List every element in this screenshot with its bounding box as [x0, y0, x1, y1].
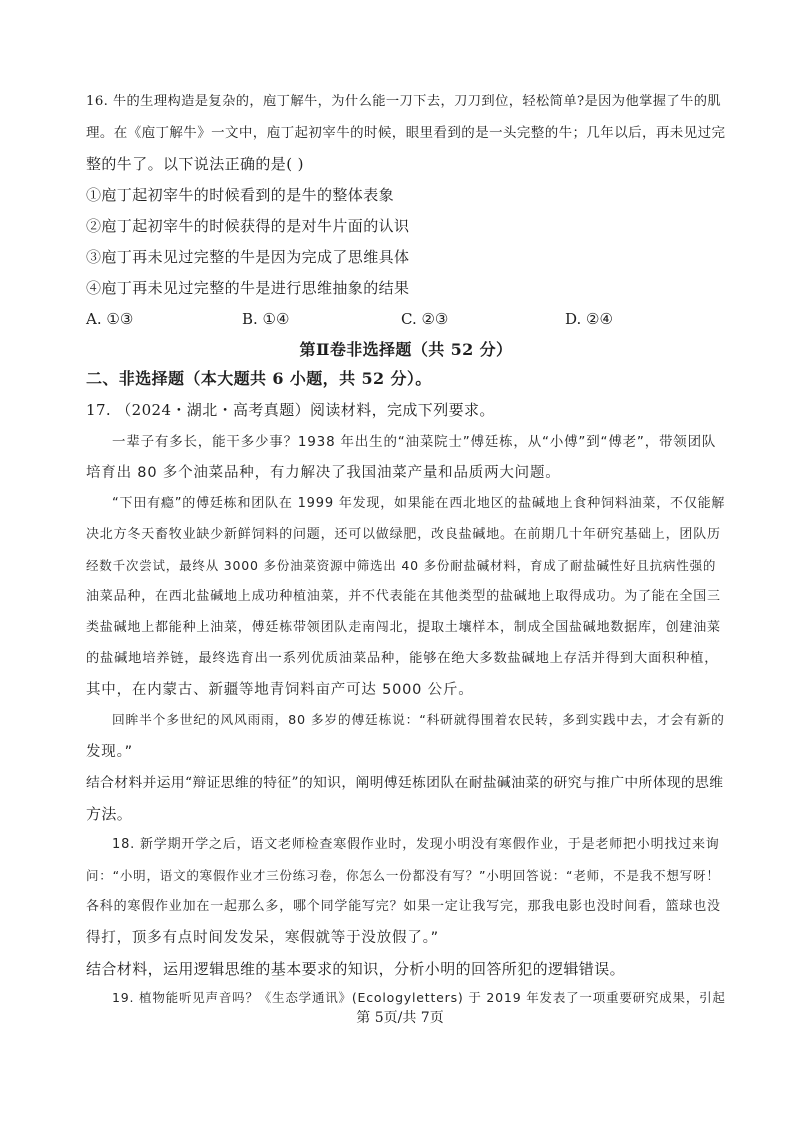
q16-statement-2: ②庖丁起初宰牛的时候获得的是对牛片面的认识: [86, 217, 410, 235]
q16-statement-3: ③庖丁再未见过完整的牛是因为完成了思维具体: [86, 248, 410, 266]
q19-line-1: 19. 植物能听见声音吗？《生态学通讯》(Ecologyletters) 于 2019 年发表了一项重要研究成果，引起: [112, 990, 726, 1005]
page-footer: 第 5页/共 7页: [356, 1010, 444, 1026]
q18-para-line-1: 18. 新学期开学之后，语文老师检查寒假作业时，发现小明没有寒假作业，于是老师把小明找过来询: [112, 837, 720, 852]
q18-task: 结合材料，运用逻辑思维的基本要求的知识，分析小明的回答所犯的逻辑错误。: [86, 960, 626, 978]
q16-option-b: B. ①④: [242, 310, 290, 328]
q16-statement-1: ①庖丁起初宰牛的时候看到的是牛的整体表象: [86, 186, 395, 204]
q16-line-2: 理。在《庖丁解牛》一文中，庖丁起初宰牛的时候，眼里看到的是一头完整的牛；几年以后，再未见过完: [86, 125, 726, 141]
q17-para2-line-1: “下田有瘾”的傅廷栋和团队在 1999 年发现，如果能在西北地区的盐碱地上食种饲料油菜，不仅能解: [112, 496, 726, 511]
q17-task-line-2: 方法。: [86, 805, 133, 823]
section2-heading: 二、非选择题（本大题共 6 小题，共 52 分）。: [86, 369, 432, 388]
q17-para2-line-7: 其中，在内蒙古、新疆等地青饲料亩产可达 5000 公斤。: [86, 682, 474, 698]
q17-para3-line-2: 发现。”: [86, 744, 133, 760]
q17-para1-line-1: 一辈子有多长，能干多少事？1938 年出生的“油菜院士”傅廷栋，从“小傅”到“傅老”，带领团队: [112, 434, 717, 450]
q18-para-line-2: 问：“小明，语文的寒假作业才三份练习卷，你怎么一份都没有写？”小明回答说：“老师，不是我不想写呀！: [86, 868, 720, 883]
q17-para2-line-4: 油菜品种，在西北盐碱地上成功种植油菜，并不代表能在其他类型的盐碱地上取得成功。为了能在全国三: [86, 589, 721, 604]
q16-option-c: C. ②③: [401, 310, 449, 328]
q18-para-line-3: 各科的寒假作业加在一起那么多，哪个同学能写完？如果一定让我写完，那我电影也没时间看，篮球也没: [86, 899, 721, 914]
q17-para2-line-3: 经数千次尝试，最终从 3000 多份油菜资源中筛选出 40 多份耐盐碱材料，育成了耐盐碱性好且抗病性强的: [86, 558, 717, 573]
q17-para2-line-2: 决北方冬天畜牧业缺少新鲜饲料的问题，还可以做绿肥，改良盐碱地。在前期几十年研究基础上，团队历: [86, 527, 721, 542]
q16-line-1: 16. 牛的生理构造是复杂的，庖丁解牛，为什么能一刀下去，刀刀到位，轻松简单?是因为他掌握了牛的肌: [86, 94, 721, 109]
q17-para3-line-1: 回眸半个多世纪的风风雨雨，80 多岁的傅廷栋说：“科研就得围着农民转，多到实践中去，才会有新的: [112, 713, 725, 728]
q16-option-d: D. ②④: [565, 310, 613, 328]
q17-para2-line-5: 类盐碱地上都能种上油菜，傅廷栋带领团队走南闯北，提取土壤样本，制成全国盐碱地数据库，创建油菜: [86, 620, 721, 635]
part2-title: 第Ⅱ卷非选择题（共 52 分）: [299, 340, 513, 359]
q17-header: 17. （2024・湖北・高考真题）阅读材料，完成下列要求。: [86, 401, 495, 419]
q16-option-a: A. ①③: [86, 310, 134, 328]
q17-para2-line-6: 的盐碱地培养链，最终选育出一系列优质油菜品种，能够在绝大多数盐碱地上存活并得到大面积种植，: [86, 651, 719, 666]
q17-para1-line-2: 培育出 80 多个油菜品种，有力解决了我国油菜产量和品质两大问题。: [86, 465, 561, 481]
q17-task-line-1: 结合材料并运用“辩证思维的特征”的知识，阐明傅廷栋团队在耐盐碱油菜的研究与推广中所体现的思维: [86, 775, 724, 791]
q16-line-3: 整的牛了。以下说法正确的是( ): [86, 155, 304, 173]
q16-statement-4: ④庖丁再未见过完整的牛是进行思维抽象的结果: [86, 279, 410, 297]
q18-para-line-4: 得打，顶多有点时间发发呆，寒假就等于没放假了。”: [86, 930, 439, 946]
